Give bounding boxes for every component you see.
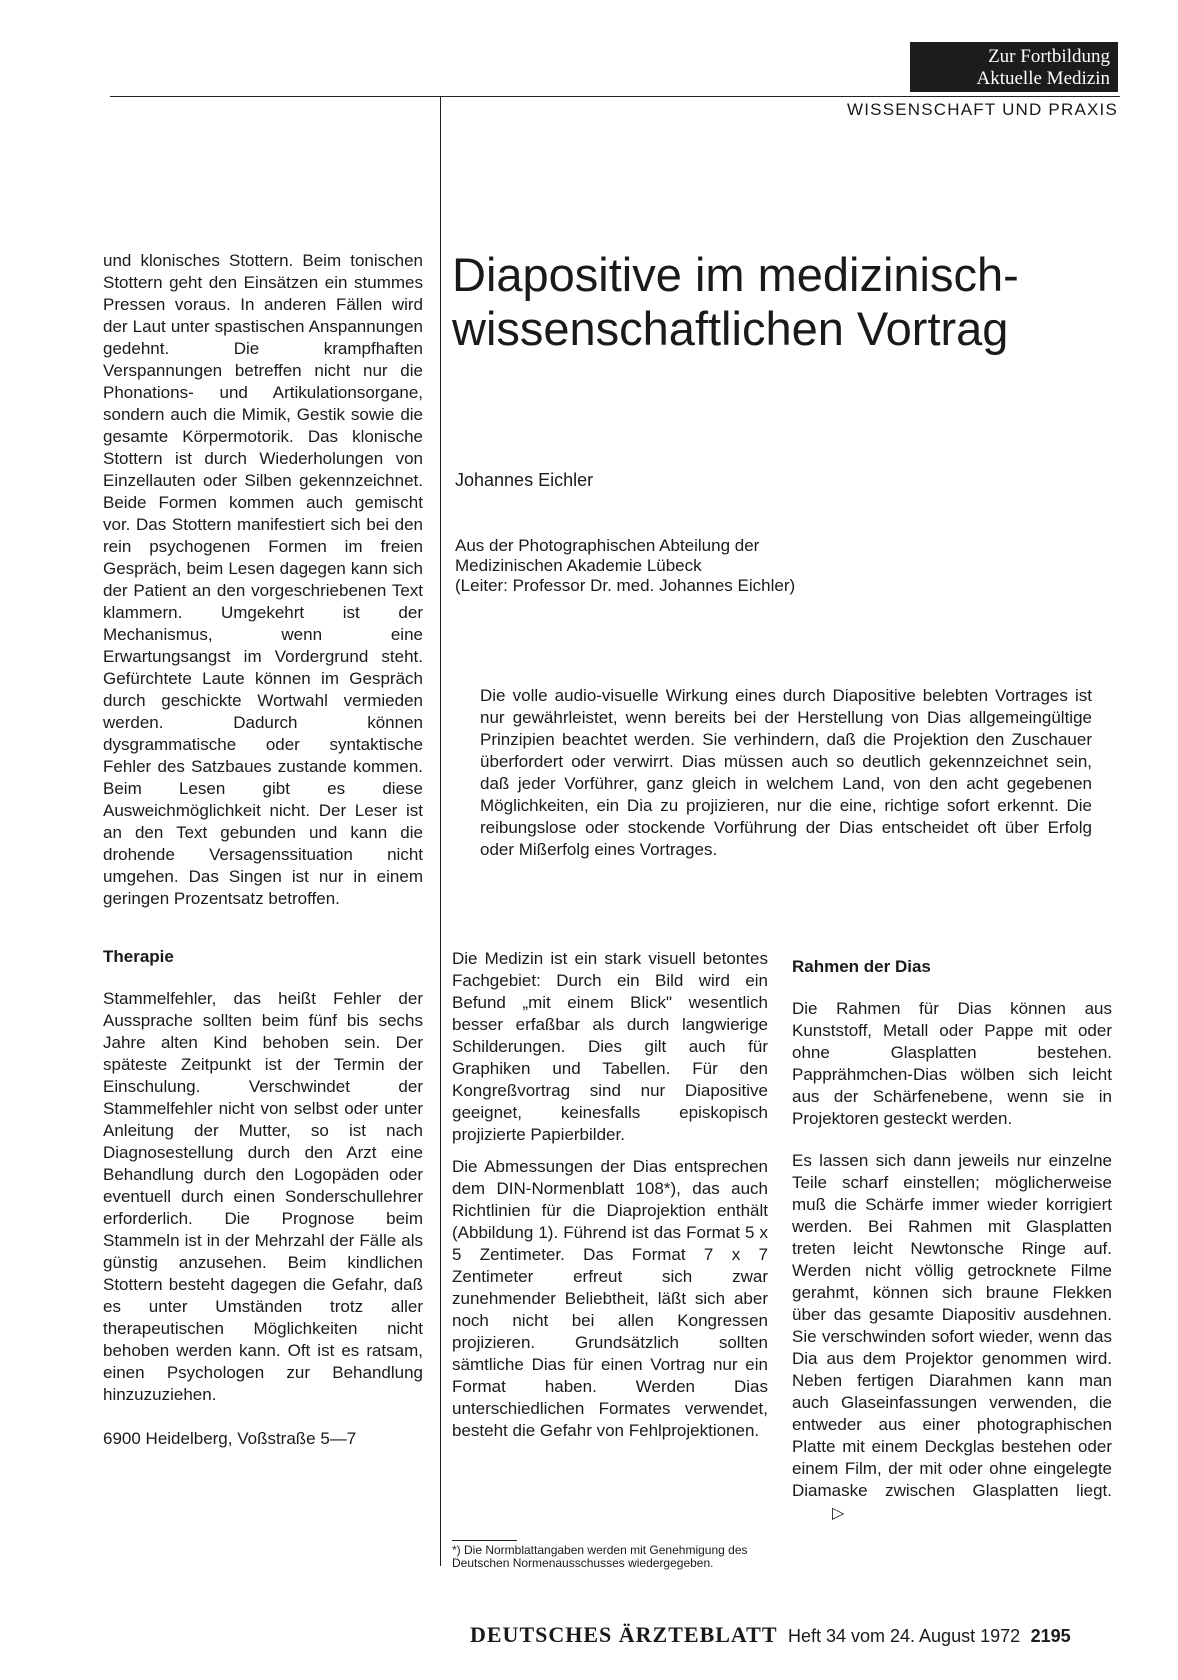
middle-column (452, 948, 768, 1442)
affiliation-line: (Leiter: Professor Dr. med. Johannes Eichler) (455, 576, 796, 595)
therapy-text: Stammelfehler, das heißt Fehler der Aussprache sollten beim fünf bis sechs Jahre alten Kind behoben sein. Der späteste Zeitpunkt ist der Termin der Einschulung. Verschwindet der Stammelfehler nicht von selbst oder unter Anleitung der Mutter, so ist nach Diagnosestellung durch den Arzt eine Behandlung durch den Logopäden oder eventuell durch einen Sonderschullehrer erforderlich. Die Prognose beim Stammeln ist in der Mehrzahl der Fälle als günstig anzusehen. Beim kindlichen Stottern besteht dagegen die Gefahr, daß es unter Umständen trotz aller therapeutischen Möglichkeiten nicht behoben werden kann. Oft ist es ratsam, einen Psychologen zur Behandlung hinzuzuziehen. (103, 989, 423, 1404)
badge-line-1: Zur Fortbildung (988, 46, 1110, 67)
author-address: 6900 Heidelberg, Voßstraße 5—7 (103, 1429, 357, 1448)
journal-name: DEUTSCHES ÄRZTEBLATT (470, 1622, 778, 1647)
issue-info: Heft 34 vom 24. August 1972 (787, 1626, 1021, 1646)
right-column (792, 956, 1112, 1525)
paragraph-with-arrow (792, 1150, 1112, 1525)
footnote: *) Die Normblattangaben werden mit Genehmigung des Deutschen Normenausschusses wiedergegeben. (452, 1543, 748, 1570)
article-author: Johannes Eichler (455, 470, 594, 490)
author-affiliation (455, 536, 935, 596)
section-label: WISSENSCHAFT UND PRAXIS (847, 100, 1118, 119)
section-badge (910, 42, 1118, 92)
affiliation-line: Aus der Photographischen Abteilung der (455, 536, 760, 555)
left-column-text: und klonisches Stottern. Beim tonischen Stottern geht den Einsätzen ein stummes Pressen voraus. In anderen Fällen wird der Laut unter spastischen Anspannungen gedehnt. Die krampfhaften Verspannungen betreffen nicht nur die Phonations- und Artikulationsorgane, sondern auch die Mimik, Gestik sowie die gesamte Körpermotorik. Das klonische Stottern ist durch Wiederholungen von Einzellauten oder Silben gekennzeichnet. Beide Formen kommen auch gemischt vor. Das Stottern manifestiert sich bei den rein psychogenen Formen im freien Gespräch, beim Lesen dagegen kann sich der Patient an den vorgeschriebenen Text klammern. Umgekehrt ist der Mechanismus, wenn eine Erwartungsangst im Vordergrund steht. Gefürchtete Laute können im Gespräch durch geschickte Wortwahl vermieden werden. Dadurch können dysgrammatische oder syntaktische Fehler des Satzbaues zustande kommen. Beim Lesen gibt es diese Ausweichmöglichkeit nicht. Der Leser ist an den Text gebunden und kann die drohende Versagenssituation nicht umgehen. Das Singen ist nur in einem geringen Prozentsatz betroffen. (103, 251, 423, 908)
paragraph: Die Abmessungen der Dias entsprechen dem DIN-Normenblatt 108*), das auch Richtlinien für die Diaprojektion enthält (Abbildung 1). Führend ist das Format 5 x 5 Zentimeter. Das Format 7 x 7 Zentimeter erfreut sich zwar zunehmender Beliebtheit, läßt sich aber noch nicht bei allen Kongressen projizieren. Grundsätzlich sollten sämtliche Dias für einen Vortrag nur ein Format haben. Werden Dias unterschiedlichen Formates verwendet, besteht die Gefahr von Fehlprojektionen. (452, 1157, 768, 1440)
therapy-heading: Therapie (103, 947, 174, 966)
badge-line-2: Aktuelle Medizin (976, 68, 1110, 89)
page-footer (470, 1622, 1110, 1648)
page-number: 2195 (1030, 1626, 1071, 1646)
paragraph: Die Medizin ist ein stark visuell betontes Fachgebiet: Durch ein Bild wird ein Befund „mit einem Blick" wesentlich besser erfaßbar als durch langwierige Schilderungen. Dies gilt auch für Graphiken und Tabellen. Für den Kongreßvortrag sind nur Diapositive geeignet, keinesfalls episkopisch projizierte Papierbilder. (452, 949, 768, 1144)
left-column (103, 250, 423, 1450)
top-rule (110, 96, 1120, 97)
continue-arrow-icon: ▷ (832, 1505, 845, 1522)
frames-heading: Rahmen der Dias (792, 957, 931, 976)
article-title: Diapositive im medizinisch-wissenschaftlichen Vortrag (452, 248, 1019, 355)
article-abstract: Die volle audio-visuelle Wirkung eines durch Diapositive belebten Vortrages ist nur gewährleistet, wenn bereits bei der Herstellung von Dias allgemeingültige Prinzipien beachtet werden. Sie verhindern, daß die Projektion den Zuschauer überfordert oder verwirrt. Dias müssen auch so deutlich gekennzeichnet sein, daß jeder Vorführer, ganz gleich in welchem Land, von den acht gegebenen Möglichkeiten, ein Dia zu projizieren, nur die eine, richtige sofort erkennt. Die reibungslose oder stockende Vorführung der Dias entscheidet oft über Erfolg oder Mißerfolg eines Vortrages. (480, 686, 1092, 859)
paragraph: Die Rahmen für Dias können aus Kunststoff, Metall oder Pappe mit oder ohne Glasplatten bestehen. Papprähmchen-Dias wölben sich leicht aus der Schärfenebene, wenn sie in Projektoren gesteckt werden. (792, 999, 1112, 1128)
footnote-rule (452, 1540, 517, 1541)
column-divider (440, 96, 441, 1566)
paragraph-text: Es lassen sich dann jeweils nur einzelne Teile scharf einstellen; möglicherweise muß die Schärfe immer wieder korrigiert werden. Bei Rahmen mit Glasplatten treten leicht Newtonsche Ringe auf. Werden nicht völlig getrocknete Filme gerahmt, können sich braune Flekken über das gesamte Diapositiv ausdehnen. Sie verschwinden sofort wieder, wenn das Dia aus dem Projektor genommen wird. Neben fertigen Diarahmen kann man auch Glaseinfassungen verwenden, die entweder aus einer photographischen Platte mit einem Deckglas bestehen oder einem Film, der mit oder ohne eingelegte Diamaske zwischen Glasplatten liegt. (792, 1151, 1112, 1500)
affiliation-line: Medizinischen Akademie Lübeck (455, 556, 702, 575)
